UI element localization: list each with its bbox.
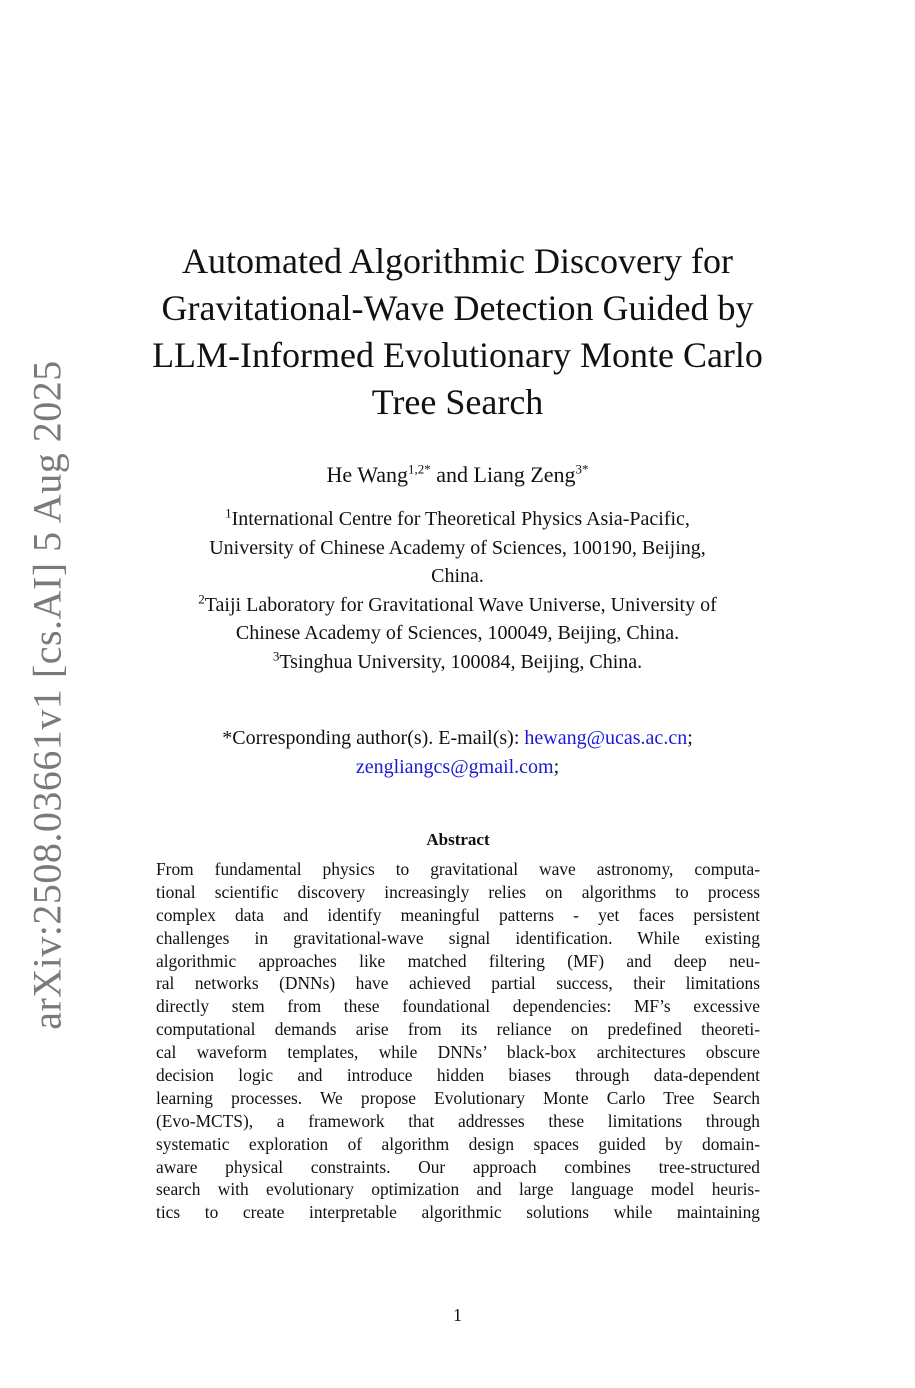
arxiv-identifier-stamp: arXiv:2508.03661v1 [cs.AI] 5 Aug 2025 [24, 360, 70, 1030]
title-line: Tree Search [371, 382, 544, 422]
title-line: Gravitational-Wave Detection Guided by [161, 288, 754, 328]
author-name: Liang Zeng [473, 462, 576, 487]
author-affiliation-marker: 1,2* [407, 461, 431, 477]
email-link-hewang[interactable]: hewang@ucas.ac.cn [524, 727, 688, 749]
corresponding-author-block [120, 724, 795, 781]
abstract-line: ral networks (DNNs) have achieved partial success, their limitations [156, 973, 760, 994]
email-link-zengliang[interactable]: zengliangcs@gmail.com [355, 755, 554, 778]
abstract-line: tional scientific discovery increasingly relies on algorithms to process [156, 881, 760, 902]
affiliation-line [120, 505, 795, 534]
title-line: LLM-Informed Evolutionary Monte Carlo [152, 335, 763, 375]
abstract-body [156, 858, 760, 1224]
author-affiliation-marker: 3* [575, 461, 589, 477]
corresponding-line [120, 724, 795, 753]
affiliation-line: Chinese Academy of Sciences, 100049, Beijing, China. [235, 622, 680, 644]
corresponding-line [120, 753, 795, 782]
abstract-line: tics to create interpretable algorithmic solutions while maintaining [156, 1202, 760, 1223]
abstract-line: decision logic and introduce hidden biases through data-dependent [156, 1065, 760, 1086]
affiliation-line [120, 648, 795, 677]
abstract-line: algorithmic approaches like matched filtering (MF) and deep neu- [156, 950, 760, 971]
abstract-line: directly stem from these foundational dependencies: MF’s excessive [156, 996, 760, 1017]
affiliation-text: International Centre for Theoretical Physics Asia-Pacific, [231, 508, 690, 530]
affiliation-line: China. [431, 565, 484, 587]
affiliation-text: Tsinghua University, 100084, Beijing, China. [279, 650, 643, 673]
affiliation-line: University of Chinese Academy of Sciences, 100190, Beijing, [209, 536, 706, 559]
abstract-heading: Abstract [426, 830, 490, 849]
author-name: He Wang [326, 462, 408, 487]
author-list [140, 461, 775, 489]
affiliation-line [120, 591, 795, 620]
title-line: Automated Algorithmic Discovery for [182, 241, 733, 281]
abstract-line: cal waveform templates, while DNNs’ black-box architectures obscure [156, 1042, 760, 1063]
affiliation-marker: 2 [198, 590, 205, 606]
affiliation-block [120, 505, 795, 676]
email-separator: ; [553, 755, 560, 778]
affiliation-marker: 3 [272, 647, 280, 663]
author-connector: and [430, 462, 474, 487]
affiliation-text: Taiji Laboratory for Gravitational Wave Universe, University of [204, 593, 717, 616]
abstract-line: search with evolutionary optimization and large language model heuris- [156, 1179, 760, 1200]
abstract-line: learning processes. We propose Evolutionary Monte Carlo Tree Search [156, 1087, 760, 1108]
corresponding-prefix: *Corresponding author(s). E-mail(s): [222, 727, 525, 749]
abstract-line: complex data and identify meaningful patterns - yet faces persistent [156, 904, 760, 925]
page-number: 1 [453, 1305, 462, 1325]
abstract-line: (Evo-MCTS), a framework that addresses these limitations through [156, 1110, 760, 1131]
paper-title [140, 238, 775, 426]
abstract-line: systematic exploration of algorithm design spaces guided by domain- [156, 1133, 760, 1154]
affiliation-marker: 1 [225, 505, 232, 521]
abstract-line: challenges in gravitational-wave signal identification. While existing [156, 927, 760, 948]
abstract-line: From fundamental physics to gravitational wave astronomy, computa- [156, 859, 760, 879]
abstract-line: computational demands arise from its reliance on predefined theoreti- [156, 1019, 760, 1040]
email-separator: ; [687, 727, 693, 749]
abstract-line: aware physical constraints. Our approach combines tree-structured [156, 1156, 760, 1177]
